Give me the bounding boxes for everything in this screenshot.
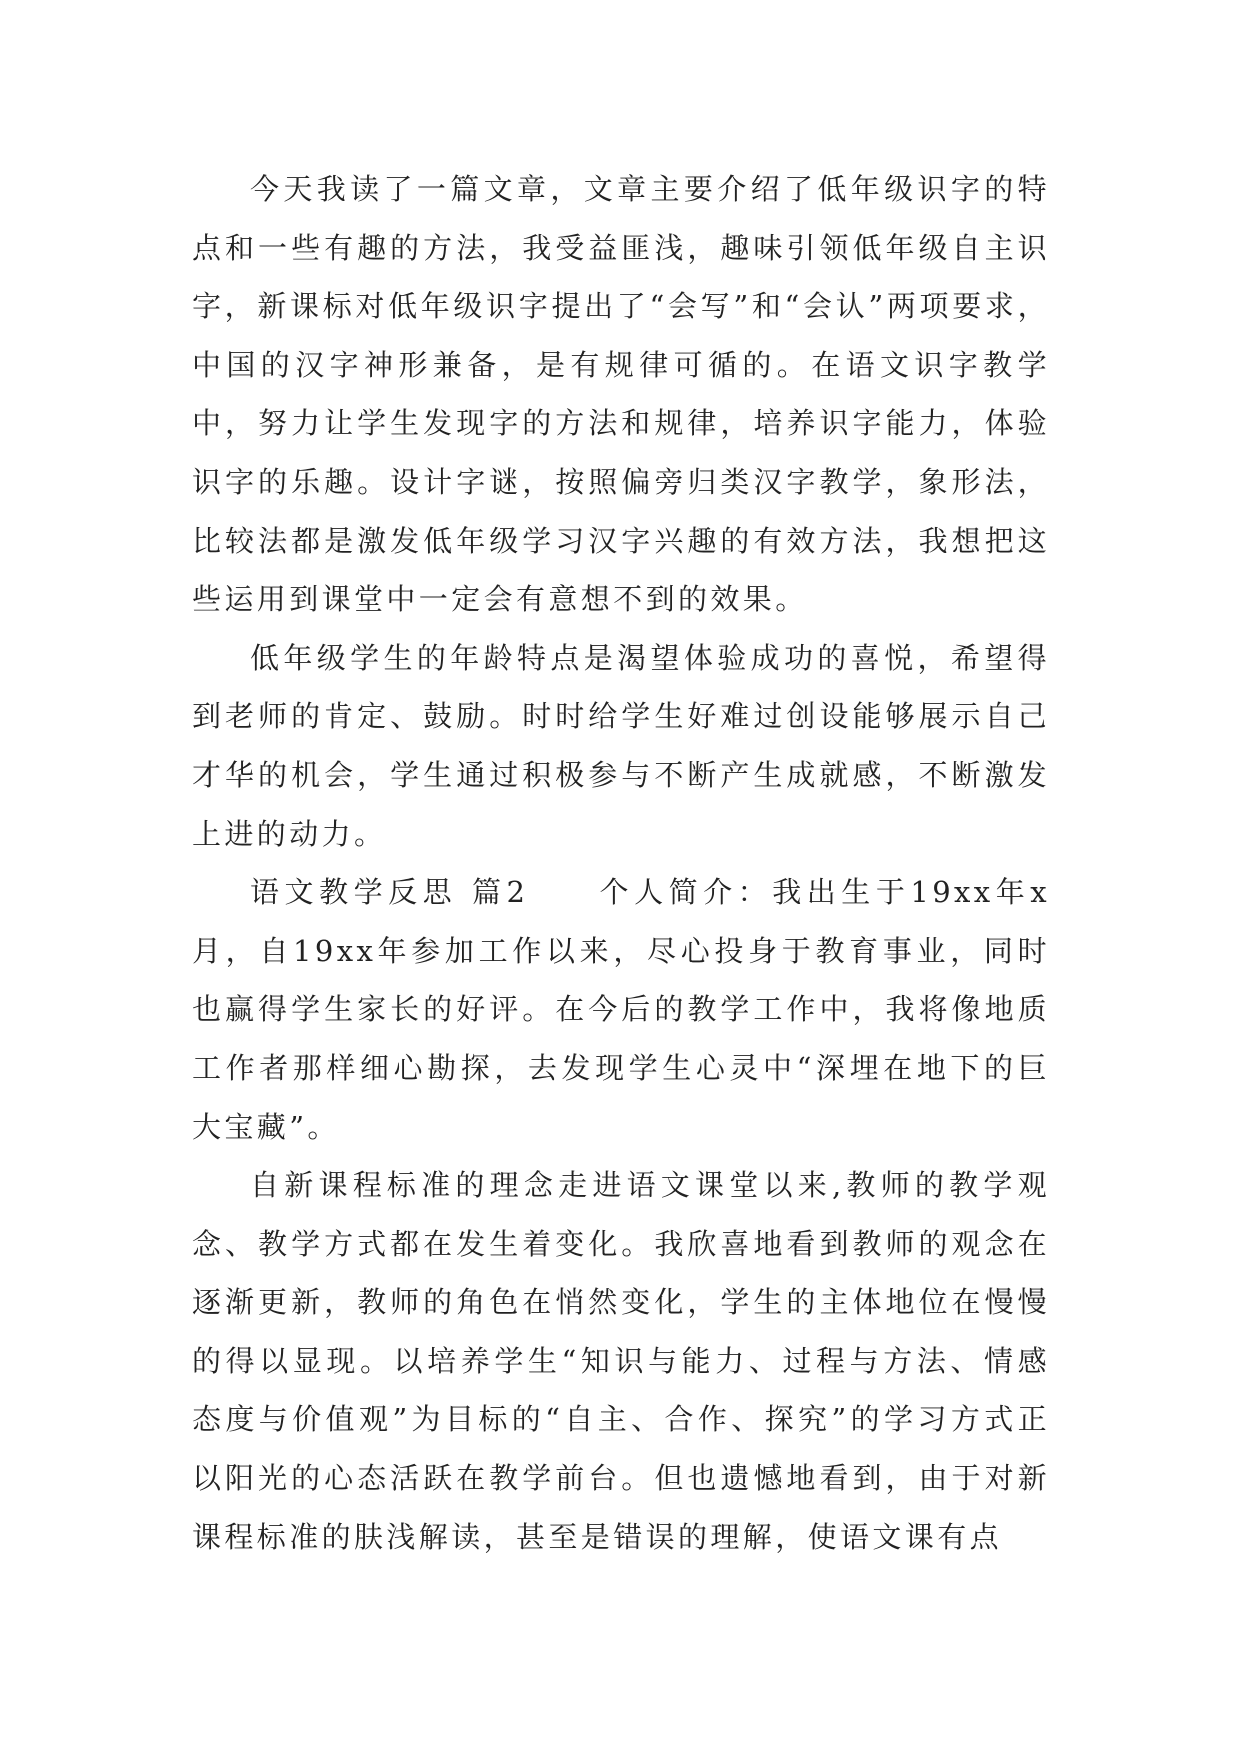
document-body: [192, 160, 1050, 1566]
paragraph-4: 自新课程标准的理念走进语文课堂以来,教师的教学观念、教学方式都在发生着变化。我欣喜地看到教师的观念在逐渐更新，教师的角色在悄然变化，学生的主体地位在慢慢的得以显现。以培养学生“知识与能力、过程与方法、情感态度与价值观”为目标的“自主、合作、探究”的学习方式正以阳光的心态活跃在教学前台。但也遗憾地看到，由于对新课程标准的肤浅解读，甚至是错误的理解，使语文课有点: [192, 1168, 1050, 1554]
paragraph-1: 今天我读了一篇文章，文章主要介绍了低年级识字的特点和一些有趣的方法，我受益匪浅，趣味引领低年级自主识字，新课标对低年级识字提出了“会写”和“会认”两项要求，中国的汉字神形兼备，是有规律可循的。在语文识字教学中，努力让学生发现字的方法和规律，培养识字能力，体验识字的乐趣。设计字谜，按照偏旁归类汉字教学，象形法，比较法都是激发低年级学习汉字兴趣的有效方法，我想把这些运用到课堂中一定会有意想不到的效果。: [192, 172, 1050, 617]
paragraph-2: 低年级学生的年龄特点是渴望体验成功的喜悦，希望得到老师的肯定、鼓励。时时给学生好难过创设能够展示自己才华的机会，学生通过积极参与不断产生成就感，不断激发上进的动力。: [192, 640, 1050, 851]
paragraph-3: 语文教学反思 篇2 个人简介：我出生于19xx年x月，自19xx年参加工作以来，尽心投身于教育事业，同时也赢得学生家长的好评。在今后的教学工作中，我将像地质工作者那样细心勘探，去发现学生心灵中“深埋在地下的巨大宝藏”。: [192, 875, 1050, 1144]
